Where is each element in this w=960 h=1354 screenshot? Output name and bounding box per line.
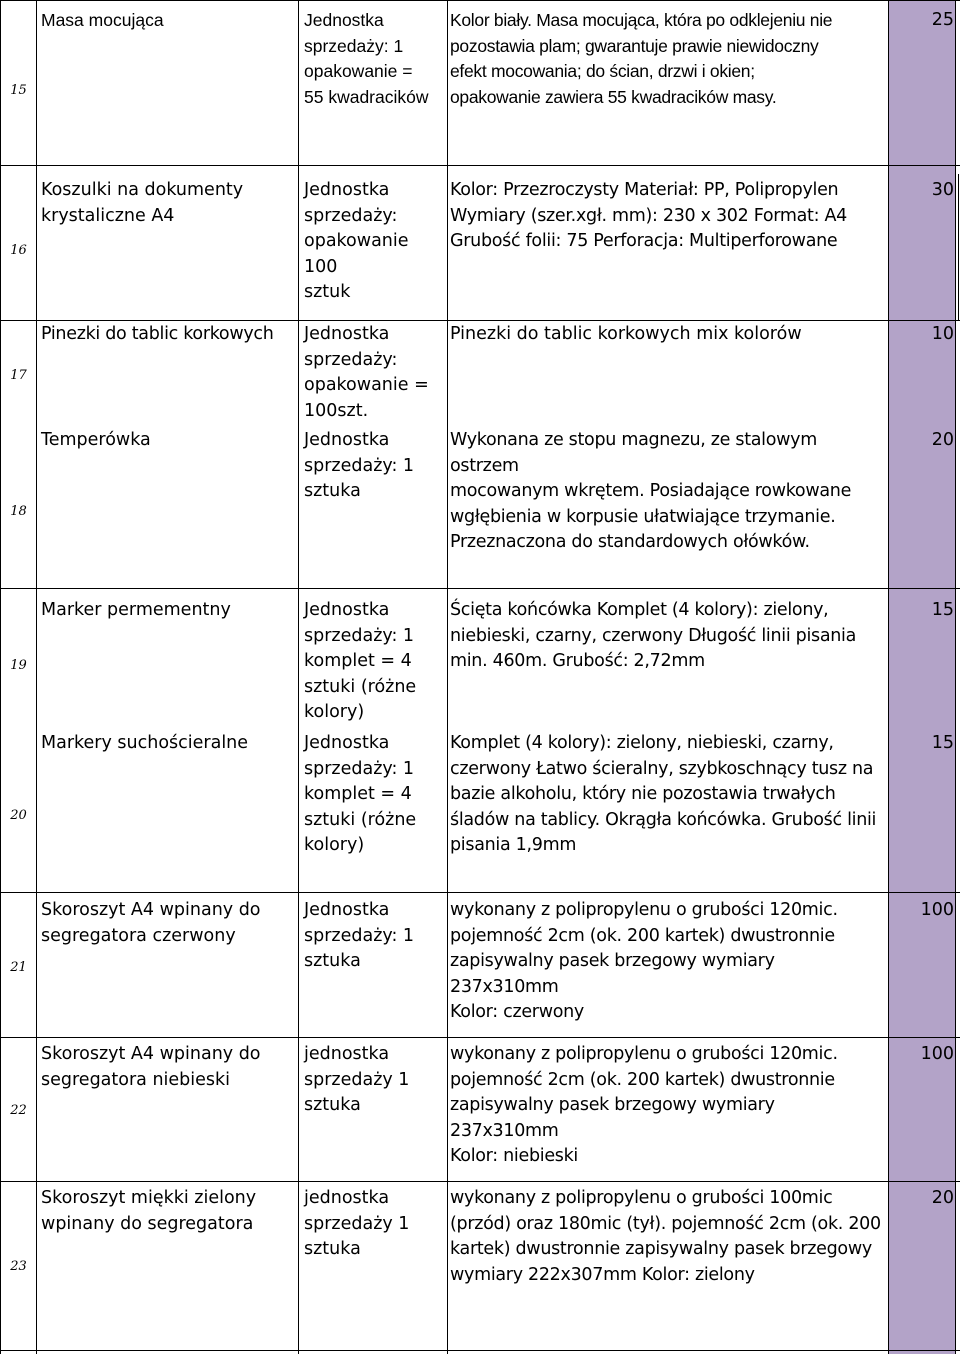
table-row	[0, 0, 960, 165]
row-number: 20	[10, 808, 27, 823]
item-name: Skoroszyt A4 wpinany do segregatora czerwony	[41, 900, 261, 946]
row-number: 21	[10, 960, 27, 975]
item-description: Ścięta końcówka Komplet (4 kolory): zielony, niebieski, czarny, czerwony Długość linii pisania min. 460m. Grubość: 2,72mm	[450, 600, 857, 671]
sales-unit: Jednostka sprzedaży: opakowanie 100 sztuk	[304, 180, 409, 302]
item-description: wykonany z polipropylenu o grubości 120mic. pojemność 2cm (ok. 200 kartek) dwustronnie zapisywalny pasek brzegowy wymiary 237x310mm Kolor: czerwony	[450, 900, 838, 1022]
table-row	[0, 1181, 960, 1350]
quantity: 25	[931, 10, 954, 30]
item-name: Koszulki na dokumenty krystaliczne A4	[41, 180, 244, 226]
table-row	[0, 892, 960, 1037]
row-number: 22	[10, 1103, 27, 1118]
item-name: Marker permementny	[41, 600, 231, 620]
table-row	[0, 1037, 960, 1181]
sales-unit: Jednostka sprzedaży: 1 opakowanie = 55 kwadracików	[304, 10, 429, 107]
quantity: 10	[931, 324, 954, 344]
row-number: 23	[10, 1259, 27, 1274]
item-name: Skoroszyt A4 wpinany do segregatora niebieski	[41, 1044, 261, 1090]
item-description: Komplet (4 kolory): zielony, niebieski, czarny, czerwony Łatwo ścieralny, szybkoschnący tusz na bazie alkoholu, który nie pozostawia trwałych śladów na tablicy. Okrągła końcówka. Grubość linii pisania 1,9mm	[450, 733, 877, 855]
table-row	[0, 165, 960, 320]
row-separator	[0, 1350, 960, 1351]
row-number: 18	[10, 504, 27, 519]
row-number: 17	[10, 368, 27, 383]
item-name: Skoroszyt miękki zielony wpinany do segregatora	[41, 1188, 257, 1234]
quantity: 15	[931, 733, 954, 753]
quantity: 100	[920, 1044, 954, 1064]
item-name: Masa mocująca	[41, 10, 164, 30]
item-name: Markery suchościeralne	[41, 733, 249, 753]
item-description: Kolor biały. Masa mocująca, która po odklejeniu nie pozostawia plam; gwarantuje prawie niewidoczny efekt mocowania; do ścian, drzwi i okien; opakowanie zawiera 55 kwadracików masy.	[450, 10, 833, 107]
quantity: 15	[931, 600, 954, 620]
item-description: wykonany z polipropylenu o grubości 100mic (przód) oraz 180mic (tył). pojemność 2cm (ok. 200 kartek) dwustronnie zapisywalny pasek brzegowy wymiary 222x307mm Kolor: zielony	[450, 1188, 881, 1285]
quantity: 20	[931, 1188, 954, 1208]
sales-unit: jednostka sprzedaży 1 sztuka	[304, 1188, 410, 1259]
sales-unit: Jednostka sprzedaży: 1 sztuka	[304, 900, 415, 971]
item-description: Pinezki do tablic korkowych mix kolorów	[450, 324, 802, 344]
item-description: Wykonana ze stopu magnezu, ze stalowym ostrzem mocowanym wkrętem. Posiadające rowkowane wgłębienia w korpusie ułatwiające trzymanie. Przeznaczona do standardowych ołówków.	[450, 430, 852, 552]
quantity: 30	[931, 180, 954, 200]
sales-unit: Jednostka sprzedaży: 1 komplet = 4 sztuki (różne kolory)	[304, 733, 417, 855]
sales-unit: Jednostka sprzedaży: 1 sztuka	[304, 430, 415, 501]
sales-unit: Jednostka sprzedaży: opakowanie = 100szt.	[304, 324, 429, 421]
sales-unit: Jednostka sprzedaży: 1 komplet = 4 sztuki (różne kolory)	[304, 600, 417, 722]
row-number: 19	[10, 658, 27, 673]
quantity: 100	[920, 900, 954, 920]
table-row	[0, 588, 960, 728]
table-row	[0, 320, 960, 426]
row-number: 16	[10, 243, 27, 258]
sales-unit: jednostka sprzedaży 1 sztuka	[304, 1044, 410, 1115]
row-number: 15	[10, 83, 27, 98]
item-description: wykonany z polipropylenu o grubości 120mic. pojemność 2cm (ok. 200 kartek) dwustronnie zapisywalny pasek brzegowy wymiary 237x310mm Kolor: niebieski	[450, 1044, 838, 1166]
item-name: Pinezki do tablic korkowych	[41, 324, 274, 344]
table-row	[0, 728, 960, 892]
item-name: Temperówka	[41, 430, 151, 450]
quantity: 20	[931, 430, 954, 450]
item-description: Kolor: Przezroczysty Materiał: PP, Polipropylen Wymiary (szer.xgł. mm): 230 x 302 Format: A4 Grubość folii: 75 Perforacja: Multiperforowane	[450, 180, 847, 251]
table-row	[0, 426, 960, 588]
